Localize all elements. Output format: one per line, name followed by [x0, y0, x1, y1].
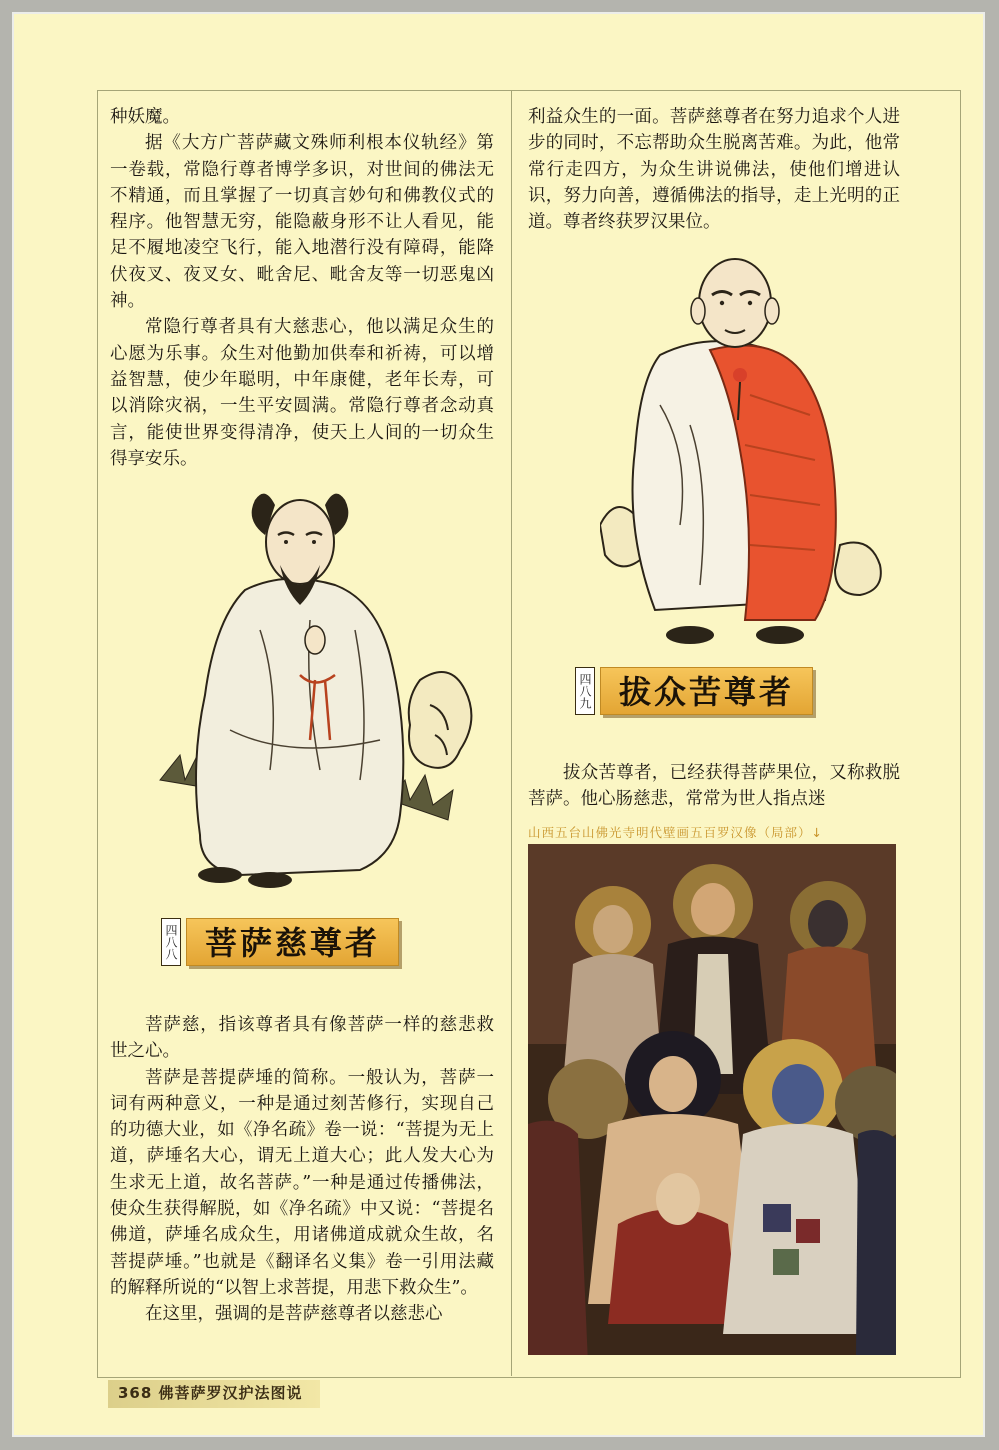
book-title: 佛菩萨罗汉护法图说: [158, 1384, 303, 1402]
page-footer: [118, 1382, 303, 1403]
paragraph: 拔众苦尊者，已经获得菩萨果位，又称救脱菩萨。他心肠慈悲，常常为世人指点迷: [528, 763, 900, 810]
right-middle-text: [528, 760, 900, 813]
luohan-relieve-suffering-illustration: [600, 245, 890, 655]
left-top-text: [110, 104, 494, 472]
mural-image: [528, 844, 896, 1355]
page-number: 368: [118, 1384, 153, 1402]
label-number: 四八八: [161, 918, 181, 966]
paragraph: 种妖魔。: [110, 107, 180, 127]
left-bottom-text: [110, 1012, 494, 1328]
paragraph: 在这里，强调的是菩萨慈尊者以慈悲心: [145, 1304, 443, 1325]
title-label-489: [575, 667, 813, 715]
label-name: 拔众苦尊者: [600, 667, 813, 715]
title-label-488: [161, 918, 399, 966]
paragraph: 菩萨慈，指该尊者具有像菩萨一样的慈悲救世之心。: [110, 1015, 494, 1062]
mural-caption: 山西五台山佛光寺明代壁画五百罗汉像（局部）↓: [528, 825, 823, 840]
luohan-bodhisattva-compassion-illustration: [150, 480, 480, 895]
right-top-text: [528, 104, 900, 235]
paragraph: 菩萨是菩提萨埵的简称。一般认为，菩萨一词有两种意义，一种是通过刻苦修行，实现自己的功德大业，如《净名疏》卷一说：“菩提为无上道，萨埵名大心，谓无上道大心；此人发大心为生求无上道，故名菩萨。”一种是通过传播佛法，使众生获得解脱，如《净名疏》中又说：“菩提名佛道，萨埵名成众生，用诸佛道成就众生故，名菩提萨埵。”也就是《翻译名义集》卷一引用法藏的解释所说的“以智上求菩提，用悲下救众生”。: [110, 1067, 494, 1298]
column-divider: [511, 90, 512, 1376]
paragraph: 据《大方广菩萨藏文殊师利根本仪轨经》第一卷载，常隐行尊者博学多识，对世间的佛法无不精通，而且掌握了一切真言妙句和佛教仪式的程序。他智慧无穷，能隐蔽身形不让人看见，能足不履地凌空飞行，能入地潜行没有障碍，能降伏夜叉、夜叉女、毗舍尼、毗舍友等一切恶鬼凶神。: [110, 133, 494, 312]
paragraph: 常隐行尊者具有大慈悲心，他以满足众生的心愿为乐事。众生对他勤加供奉和祈祷，可以增益智慧，使少年聪明，中年康健，老年长寿，可以消除灾祸，一生平安圆满。常隐行尊者念动真言，能使世界变得清净，使天上人间的一切众生得享安乐。: [110, 317, 494, 469]
label-name: 菩萨慈尊者: [186, 918, 399, 966]
paragraph: 利益众生的一面。菩萨慈尊者在努力追求个人进步的同时，不忘帮助众生脱离苦难。为此，他常常行走四方，为众生讲说佛法，使他们增进认识，努力向善，遵循佛法的指导，走上光明的正道。尊者终获罗汉果位。: [528, 107, 900, 233]
label-number: 四八九: [575, 667, 595, 715]
